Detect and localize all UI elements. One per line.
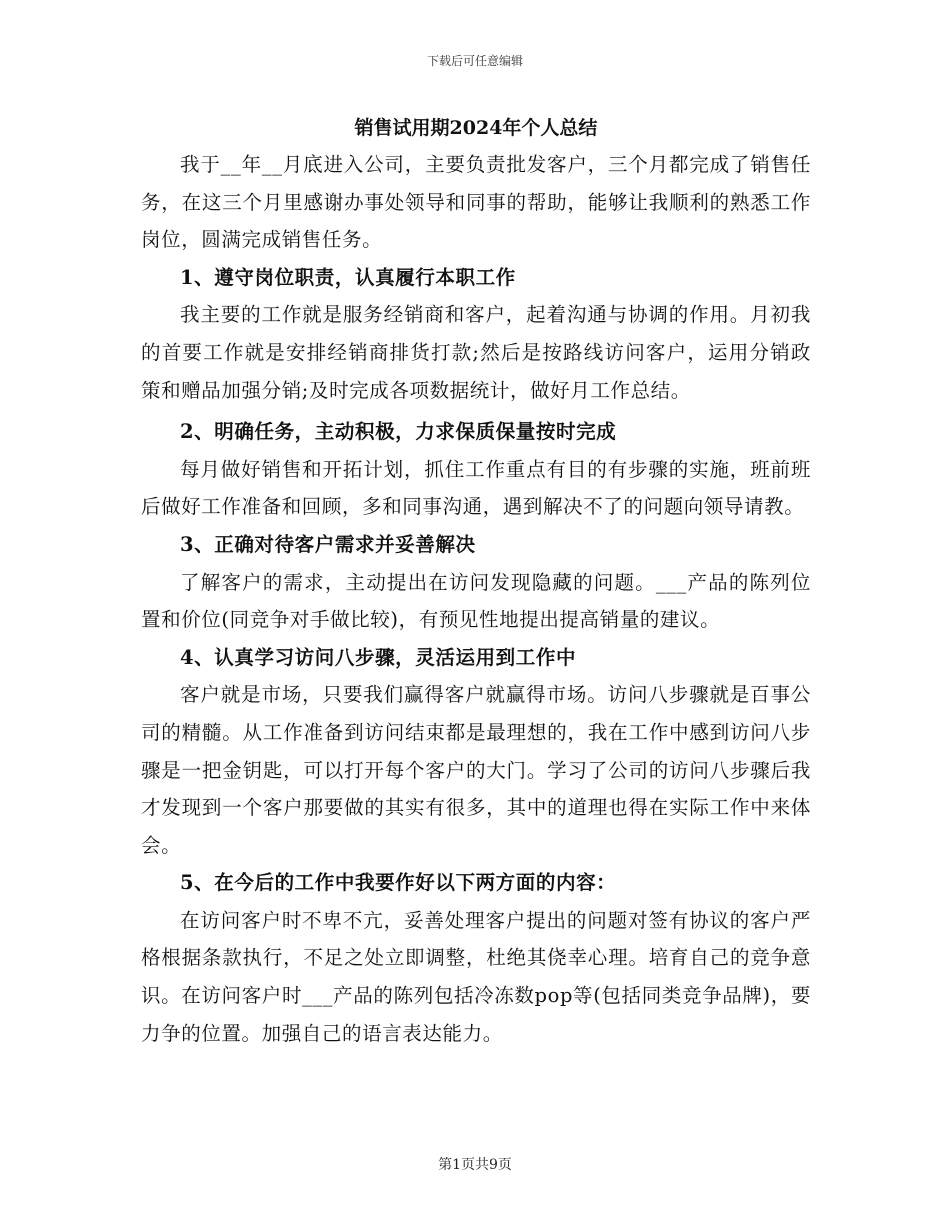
section-heading-5: 5、在今后的工作中我要作好以下两方面的内容： <box>180 871 617 895</box>
intro-paragraph: 我于__年__月底进入公司，主要负责批发客户，三个月都完成了销售任务，在这三个月里感谢办事处领导和同事的帮助，能够让我顺利的熟悉工作岗位，圆满完成销售任务。 <box>141 153 811 252</box>
section-heading-1: 1、遵守岗位职责，认真履行本职工作 <box>180 265 516 289</box>
section-heading-3: 3、正确对待客户需求并妥善解决 <box>180 532 476 556</box>
section-body-1: 我主要的工作就是服务经销商和客户，起着沟通与协调的作用。月初我的首要工作就是安排经销商排货打款;然后是按路线访问客户，运用分销政策和赠品加强分销;及时完成各项数据统计，做好月工作总结。 <box>141 303 811 402</box>
page-footer: 第1页共9页 <box>438 1157 512 1173</box>
document-body <box>141 110 811 1052</box>
section-body-4: 客户就是市场，只要我们赢得客户就赢得市场。访问八步骤就是百事公司的精髓。从工作准备到访问结束都是最理想的，我在工作中感到访问八步骤是一把金钥匙，可以打开每个客户的大门。学习了公司的访问八步骤后我才发现到一个客户那要做的其实有很多，其中的道理也得在实际工作中来体会。 <box>141 683 811 857</box>
page-header: 下载后可任意编辑 <box>426 54 523 68</box>
document-title: 销售试用期2024年个人总结 <box>354 117 598 139</box>
section-heading-2: 2、明确任务，主动积极，力求保质保量按时完成 <box>180 420 617 444</box>
section-body-2: 每月做好销售和开拓计划，抓住工作重点有目的有步骤的实施，班前班后做好工作准备和回顾，多和同事沟通，遇到解决不了的问题向领导请教。 <box>141 457 811 519</box>
section-heading-4: 4、认真学习访问八步骤，灵活运用到工作中 <box>180 645 577 669</box>
section-body-3: 了解客户的需求，主动提出在访问发现隐藏的问题。___产品的陈列位置和价位(同竞争对手做比较)，有预见性地提出提高销量的建议。 <box>141 570 811 632</box>
section-body-5: 在访问客户时不卑不亢，妥善处理客户提出的问题对签有协议的客户严格根据条款执行，不足之处立即调整，杜绝其侥幸心理。培育自己的竞争意识。在访问客户时___产品的陈列包括冷冻数pop等(包括同类竞争品牌)，要力争的位置。加强自己的语言表达能力。 <box>141 908 811 1045</box>
